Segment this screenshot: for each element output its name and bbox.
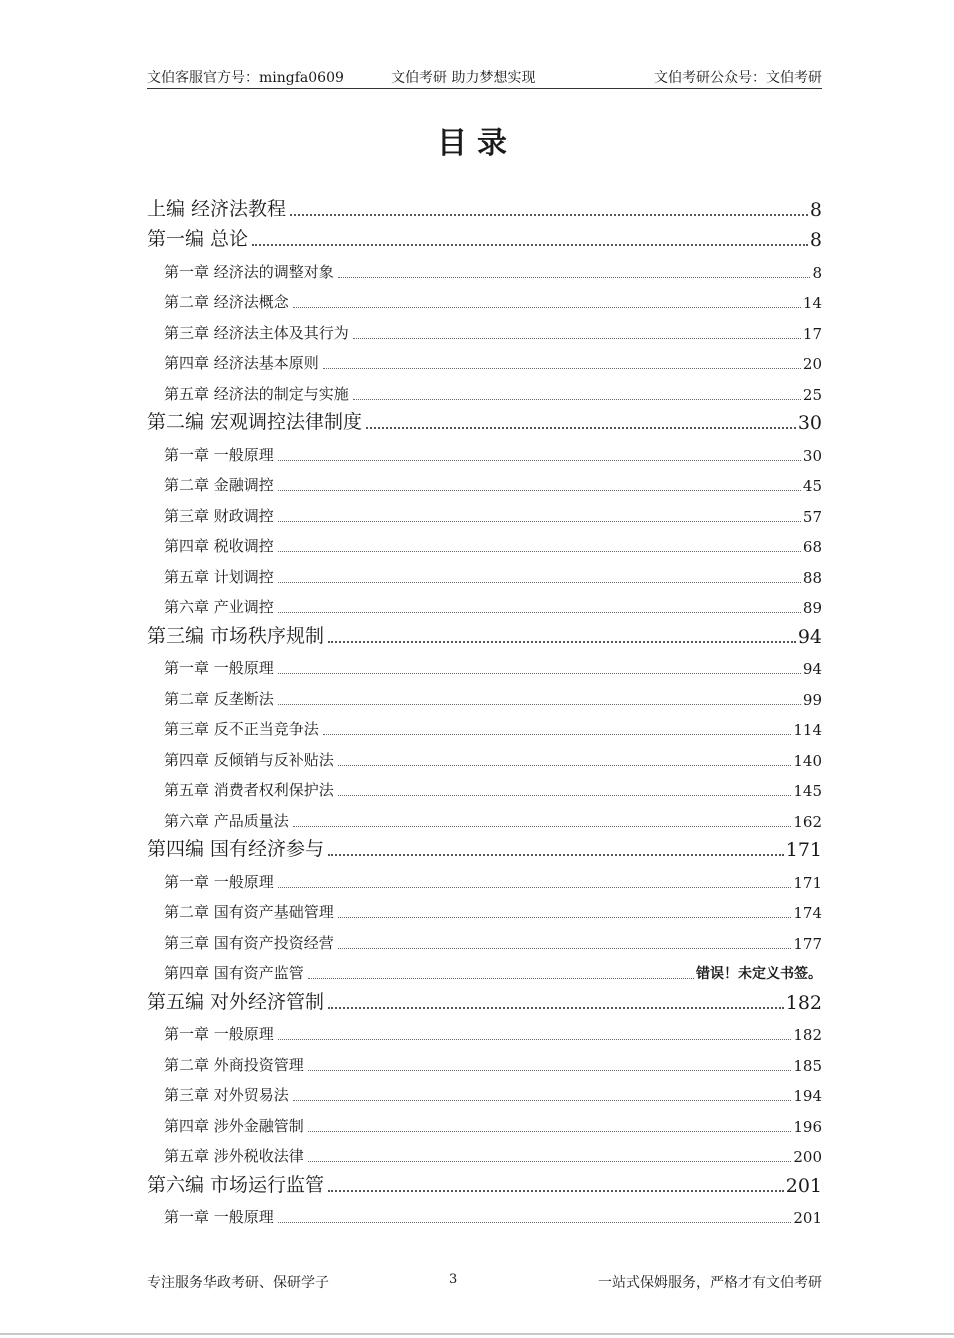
toc-dot-leader <box>278 673 801 674</box>
toc-part-entry[interactable] <box>147 404 822 435</box>
toc-dot-leader <box>252 244 808 246</box>
toc-dot-leader <box>338 948 792 949</box>
toc-entry-label: 第五章 计划调控 <box>164 567 274 586</box>
toc-entry-label: 第三章 国有资产投资经营 <box>164 933 334 952</box>
toc-entry-label: 第三章 对外贸易法 <box>164 1086 289 1104</box>
toc-dot-leader <box>293 307 801 308</box>
toc-page-number: 114 <box>793 721 822 739</box>
toc-dot-leader <box>323 734 792 735</box>
toc-chapter-entry[interactable] <box>147 495 822 526</box>
page-title: 目录 <box>437 126 517 161</box>
toc-dot-leader <box>293 826 792 827</box>
toc-page-number: 140 <box>793 751 822 770</box>
toc-entry-label: 第一章 一般原理 <box>164 1025 274 1043</box>
toc-dot-leader <box>278 1039 792 1040</box>
toc-page-number: 182 <box>785 991 822 1014</box>
toc-entry-label: 第三章 财政调控 <box>164 506 274 525</box>
toc-dot-leader <box>278 521 801 522</box>
toc-part-entry[interactable] <box>147 190 822 221</box>
toc-chapter-entry[interactable] <box>147 1197 822 1228</box>
toc-entry-label: 第三章 经济法主体及其行为 <box>164 323 349 342</box>
toc-entry-label: 上编 经济法教程 <box>147 197 287 220</box>
toc-page-number: 14 <box>802 294 822 312</box>
toc-dot-leader <box>290 214 808 216</box>
toc-page-number: 8 <box>812 263 822 282</box>
toc-dot-leader <box>338 917 792 918</box>
toc-page-number: 201 <box>785 1174 822 1197</box>
toc-dot-leader <box>278 582 801 583</box>
toc-entry-label: 第二章 外商投资管理 <box>164 1055 304 1074</box>
toc-entry-label: 第六编 市场运行监管 <box>147 1173 325 1196</box>
toc-page-number: 196 <box>793 1117 822 1136</box>
toc-chapter-entry[interactable] <box>147 251 822 282</box>
toc-entry-label: 第五章 消费者权利保护法 <box>164 781 334 799</box>
toc-chapter-entry[interactable] <box>147 922 822 953</box>
toc-entry-label: 第二章 金融调控 <box>164 476 274 494</box>
toc-entry-label: 第六章 产业调控 <box>164 598 274 616</box>
toc-page-number: 20 <box>802 355 822 373</box>
toc-chapter-entry[interactable] <box>147 526 822 557</box>
toc-entry-label: 第三章 反不正当竞争法 <box>164 720 319 738</box>
toc-dot-leader <box>308 1161 792 1162</box>
toc-part-entry[interactable] <box>147 983 822 1014</box>
toc-dot-leader <box>323 368 801 369</box>
toc-dot-leader <box>308 978 694 979</box>
toc-chapter-entry[interactable] <box>147 556 822 587</box>
toc-page-number: 171 <box>793 873 822 892</box>
toc-dot-leader <box>366 427 796 429</box>
toc-part-entry[interactable] <box>147 617 822 648</box>
toc-entry-label: 第五章 经济法的制定与实施 <box>164 384 349 403</box>
toc-dot-leader <box>278 887 792 888</box>
toc-page-number: 57 <box>802 507 822 526</box>
toc-page-number: 88 <box>802 568 822 587</box>
toc-dot-leader <box>338 765 792 766</box>
toc-entry-label: 第二章 国有资产基础管理 <box>164 903 334 921</box>
toc-page-number: 145 <box>793 782 822 800</box>
toc-page-number: 25 <box>802 385 822 404</box>
toc-part-entry[interactable] <box>147 221 822 252</box>
toc-bookmark-error: 错误！未定义书签。 <box>696 966 822 982</box>
toc-chapter-entry[interactable] <box>147 770 822 801</box>
toc-chapter-entry[interactable] <box>147 739 822 770</box>
header-public-account: 文伯考研公众号：文伯考研 <box>654 70 822 86</box>
toc-chapter-entry[interactable] <box>147 1136 822 1167</box>
toc-page-number: 30 <box>802 446 822 465</box>
toc-entry-label: 第二章 反垄断法 <box>164 689 274 708</box>
toc-page-number: 200 <box>793 1148 822 1166</box>
toc-page-number: 171 <box>785 839 822 861</box>
toc-entry-label: 第五编 对外经济管制 <box>147 990 325 1013</box>
toc-page-number: 94 <box>802 660 822 678</box>
toc-chapter-entry[interactable] <box>147 587 822 618</box>
toc-entry-label: 第三编 市场秩序规制 <box>147 624 325 647</box>
footer-right-text: 一站式保姆服务，严格才有文伯考研 <box>598 1275 822 1291</box>
toc-page-number: 201 <box>793 1209 822 1227</box>
toc-chapter-entry[interactable] <box>147 953 822 984</box>
toc-entry-label: 第四章 税收调控 <box>164 537 274 555</box>
toc-entry-label: 第一章 一般原理 <box>164 445 274 464</box>
toc-dot-leader <box>338 795 792 796</box>
toc-dot-leader <box>278 460 801 461</box>
toc-chapter-entry[interactable] <box>147 434 822 465</box>
toc-entry-label: 第四编 国有经济参与 <box>147 838 325 860</box>
toc-entry-label: 第四章 涉外金融管制 <box>164 1116 304 1135</box>
toc-chapter-entry[interactable] <box>147 800 822 831</box>
toc-page-number: 177 <box>793 934 822 953</box>
footer-page-number: 3 <box>449 1272 458 1287</box>
toc-entry-label: 第一章 一般原理 <box>164 872 274 891</box>
toc-dot-leader <box>338 277 811 278</box>
table-of-contents <box>147 190 822 1227</box>
toc-page-number: 99 <box>802 690 822 709</box>
toc-entry-label: 第一章 一般原理 <box>164 659 274 677</box>
toc-chapter-entry[interactable] <box>147 892 822 923</box>
toc-entry-label: 第五章 涉外税收法律 <box>164 1147 304 1165</box>
toc-chapter-entry[interactable] <box>147 709 822 740</box>
toc-chapter-entry[interactable] <box>147 465 822 496</box>
toc-chapter-entry[interactable] <box>147 861 822 892</box>
toc-entry-label: 第一编 总论 <box>147 228 249 250</box>
toc-entry-label: 第一章 一般原理 <box>164 1208 274 1226</box>
toc-dot-leader <box>353 399 801 400</box>
toc-chapter-entry[interactable] <box>147 1105 822 1136</box>
toc-chapter-entry[interactable] <box>147 648 822 679</box>
toc-dot-leader <box>278 551 801 552</box>
toc-page-number: 162 <box>793 812 822 831</box>
page-footer <box>147 1272 822 1294</box>
toc-dot-leader <box>278 490 801 491</box>
toc-entry-label: 第四章 国有资产监管 <box>164 964 304 982</box>
toc-entry-label: 第四章 反倾销与反补贴法 <box>164 750 334 769</box>
toc-dot-leader <box>293 1100 792 1101</box>
toc-entry-label: 第一章 经济法的调整对象 <box>164 262 334 281</box>
toc-dot-leader <box>328 1190 784 1192</box>
toc-dot-leader <box>278 1222 792 1223</box>
toc-page-number: 174 <box>793 904 822 922</box>
toc-page-number: 30 <box>797 412 822 434</box>
toc-entry-label: 第四章 经济法基本原则 <box>164 354 319 372</box>
toc-chapter-entry[interactable] <box>147 373 822 404</box>
toc-page-number: 94 <box>797 625 822 648</box>
toc-page-number: 68 <box>802 538 822 556</box>
toc-page-number: 8 <box>809 198 822 221</box>
footer-left-text: 专注服务华政考研、保研学子 <box>147 1275 329 1291</box>
toc-chapter-entry[interactable] <box>147 1075 822 1106</box>
toc-chapter-entry[interactable] <box>147 343 822 374</box>
toc-page-number: 89 <box>802 599 822 617</box>
toc-page-number: 17 <box>802 324 822 343</box>
toc-chapter-entry[interactable] <box>147 1014 822 1045</box>
toc-part-entry[interactable] <box>147 1166 822 1197</box>
toc-entry-label: 第六章 产品质量法 <box>164 811 289 830</box>
header-service-account: 文伯客服官方号：mingfa0609 <box>147 70 344 86</box>
toc-chapter-entry[interactable] <box>147 282 822 313</box>
toc-dot-leader <box>308 1070 792 1071</box>
toc-dot-leader <box>328 1007 784 1009</box>
toc-entry-label: 第二章 经济法概念 <box>164 293 289 311</box>
page-bottom-divider <box>0 1333 954 1335</box>
toc-dot-leader <box>328 641 796 643</box>
toc-page-number: 182 <box>793 1026 822 1044</box>
toc-chapter-entry[interactable] <box>147 678 822 709</box>
toc-dot-leader <box>353 338 801 339</box>
toc-chapter-entry[interactable] <box>147 312 822 343</box>
page-header <box>147 64 822 89</box>
toc-dot-leader <box>278 704 801 705</box>
toc-chapter-entry[interactable] <box>147 1044 822 1075</box>
toc-page-number: 185 <box>793 1056 822 1075</box>
toc-page-number: 8 <box>809 229 822 251</box>
toc-page-number: 45 <box>802 477 822 495</box>
toc-dot-leader <box>308 1131 792 1132</box>
toc-part-entry[interactable] <box>147 831 822 862</box>
header-slogan: 文伯考研 助力梦想实现 <box>391 70 536 86</box>
toc-entry-label: 第二编 宏观调控法律制度 <box>147 411 363 433</box>
toc-dot-leader <box>328 854 784 856</box>
toc-page-number: 194 <box>793 1087 822 1105</box>
toc-dot-leader <box>278 612 801 613</box>
